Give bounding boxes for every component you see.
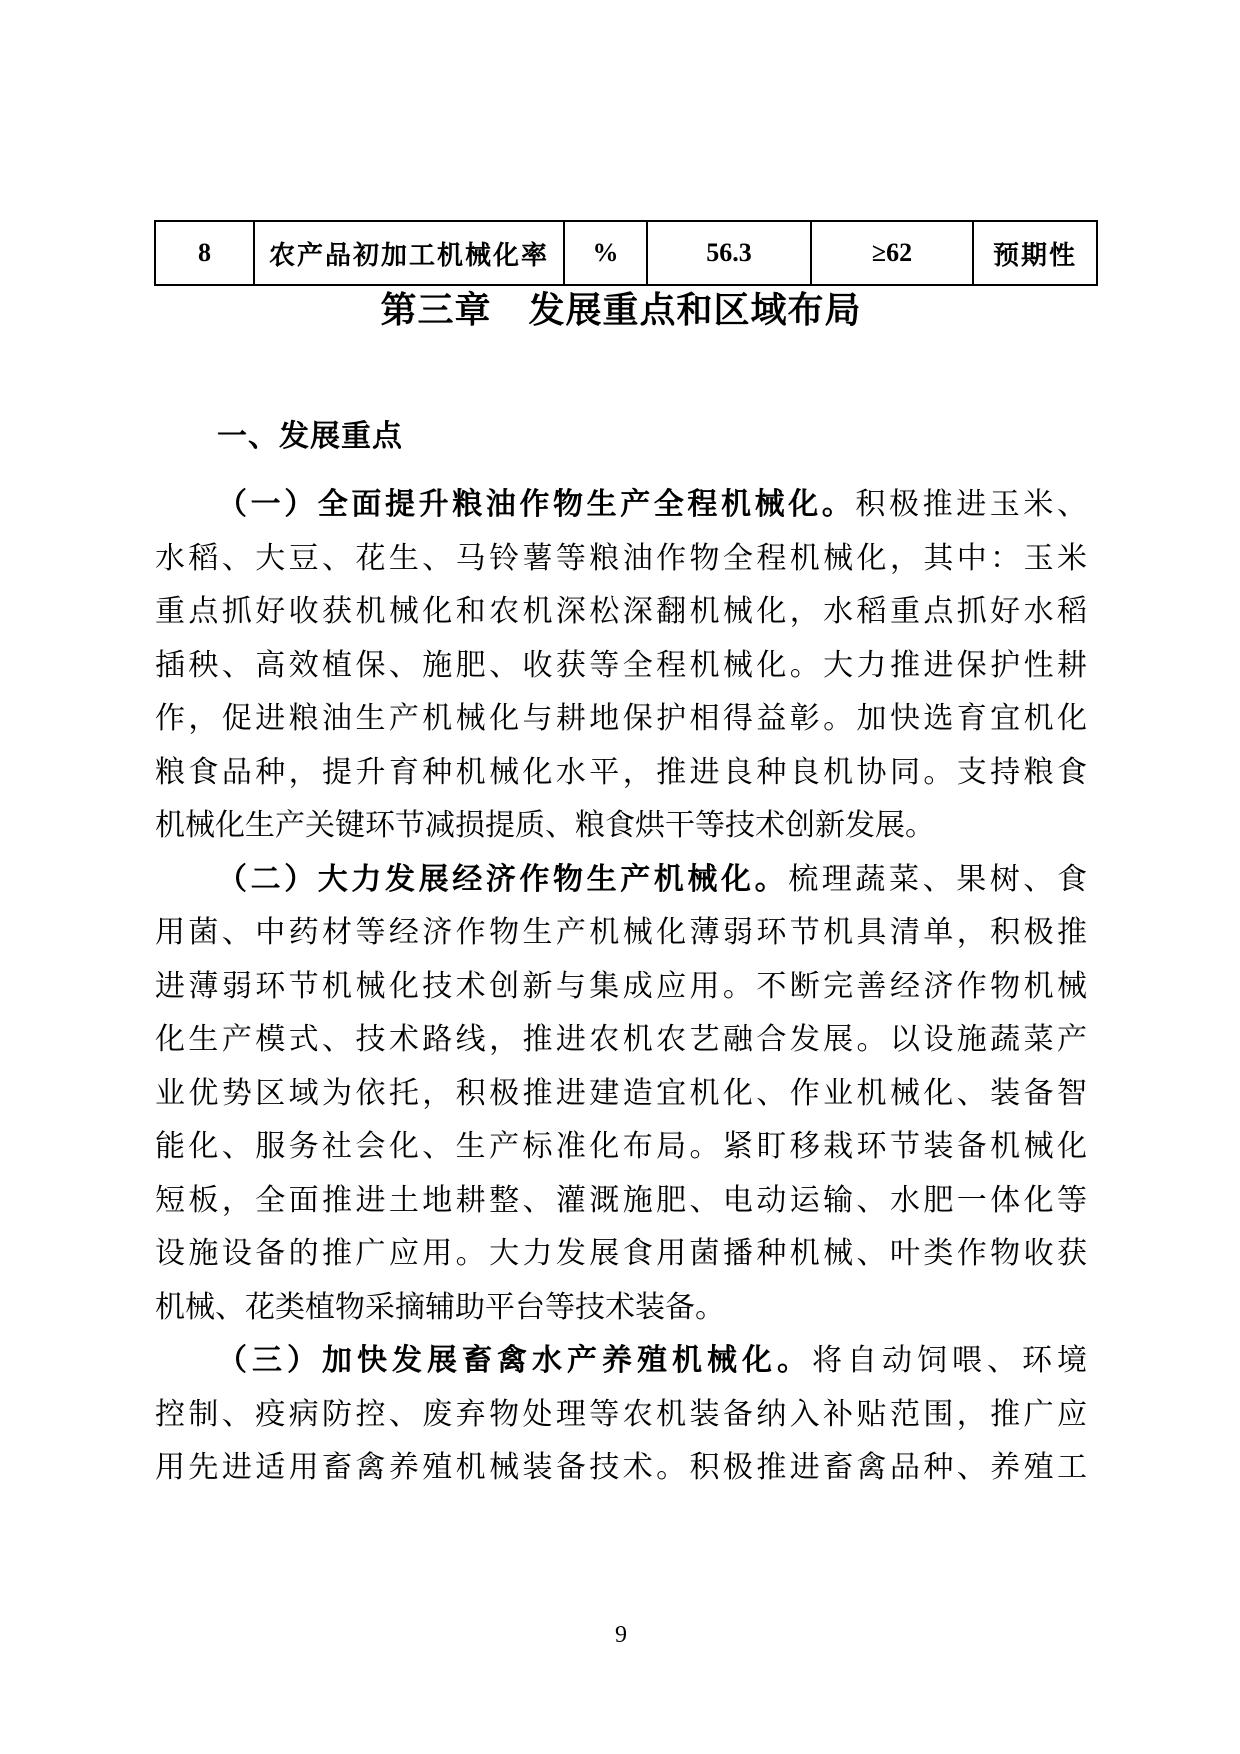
body-line: 水稻、大豆、花生、马铃薯等粮油作物全程机械化，其中：玉米	[155, 541, 1087, 575]
body-line: 插秧、高效植保、施肥、收获等全程机械化。大力推进保护性耕	[155, 648, 1087, 682]
body-line: 用菌、中药材等经济作物生产机械化薄弱环节机具清单，积极推	[155, 916, 1087, 949]
line-text: 梳理蔬菜、果树、食	[788, 862, 1087, 896]
body-line	[155, 1334, 1087, 1388]
table-row	[155, 221, 1097, 285]
body-line: 能化、服务社会化、生产标准化布局。紧盯移栽环节装备机械化	[155, 1130, 1087, 1163]
paragraph-lead: （三）加快发展畜禽水产养殖机械化。	[217, 1344, 812, 1377]
section-heading: 一、发展重点	[217, 420, 403, 453]
chapter-heading: 第三章 发展重点和区域布局	[380, 290, 862, 330]
indicator-table	[154, 220, 1098, 286]
body-line: 设施设备的推广应用。大力发展食用菌播种机械、叶类作物收获	[155, 1237, 1087, 1270]
body-line: 进薄弱环节机械化技术创新与集成应用。不断完善经济作物机械	[155, 969, 1087, 1003]
body-text	[155, 478, 1087, 1495]
body-line: 重点抓好收获机械化和农机深松深翻机械化，水稻重点抓好水稻	[155, 595, 1087, 628]
table-cell-target-value: ≥62	[811, 221, 973, 285]
body-line: 机械、花类植物采摘辅助平台等技术装备。	[155, 1290, 725, 1324]
body-line: 机械化生产关键环节减损提质、粮食烘干等技术创新发展。	[155, 809, 935, 842]
table-cell-index: 8	[155, 221, 254, 285]
body-line: 作，促进粮油生产机械化与耕地保护相得益彰。加快选育宜机化	[155, 702, 1087, 735]
body-line: 化生产模式、技术路线，推进农机农艺融合发展。以设施蔬菜产	[155, 1023, 1087, 1056]
line-text: 将自动饲喂、环境	[812, 1344, 1087, 1377]
table-cell-unit: %	[564, 221, 647, 285]
page-number: 9	[615, 1622, 627, 1648]
body-line: 控制、疫病防控、废弃物处理等农机装备纳入补贴范围，推广应	[155, 1397, 1087, 1431]
line-text: 积极推进玉米、	[855, 488, 1087, 521]
body-line: 粮食品种，提升育种机械化水平，推进良种良机协同。支持粮食	[155, 755, 1087, 789]
table-cell-indicator: 农产品初加工机械化率	[254, 221, 564, 285]
body-line	[155, 478, 1087, 532]
body-line: 短板，全面推进土地耕整、灌溉施肥、电动运输、水肥一体化等	[155, 1183, 1087, 1217]
paragraph-lead: （一）全面提升粮油作物生产全程机械化。	[217, 488, 856, 521]
body-line: 用先进适用畜禽养殖机械装备技术。积极推进畜禽品种、养殖工	[155, 1451, 1087, 1484]
table-cell-base-value: 56.3	[647, 221, 811, 285]
table-cell-attribute: 预期性	[973, 221, 1097, 285]
body-line	[155, 853, 1087, 907]
paragraph-lead: （二）大力发展经济作物生产机械化。	[217, 862, 789, 896]
body-line: 业优势区域为依托，积极推进建造宜机化、作业机械化、装备智	[155, 1076, 1087, 1110]
